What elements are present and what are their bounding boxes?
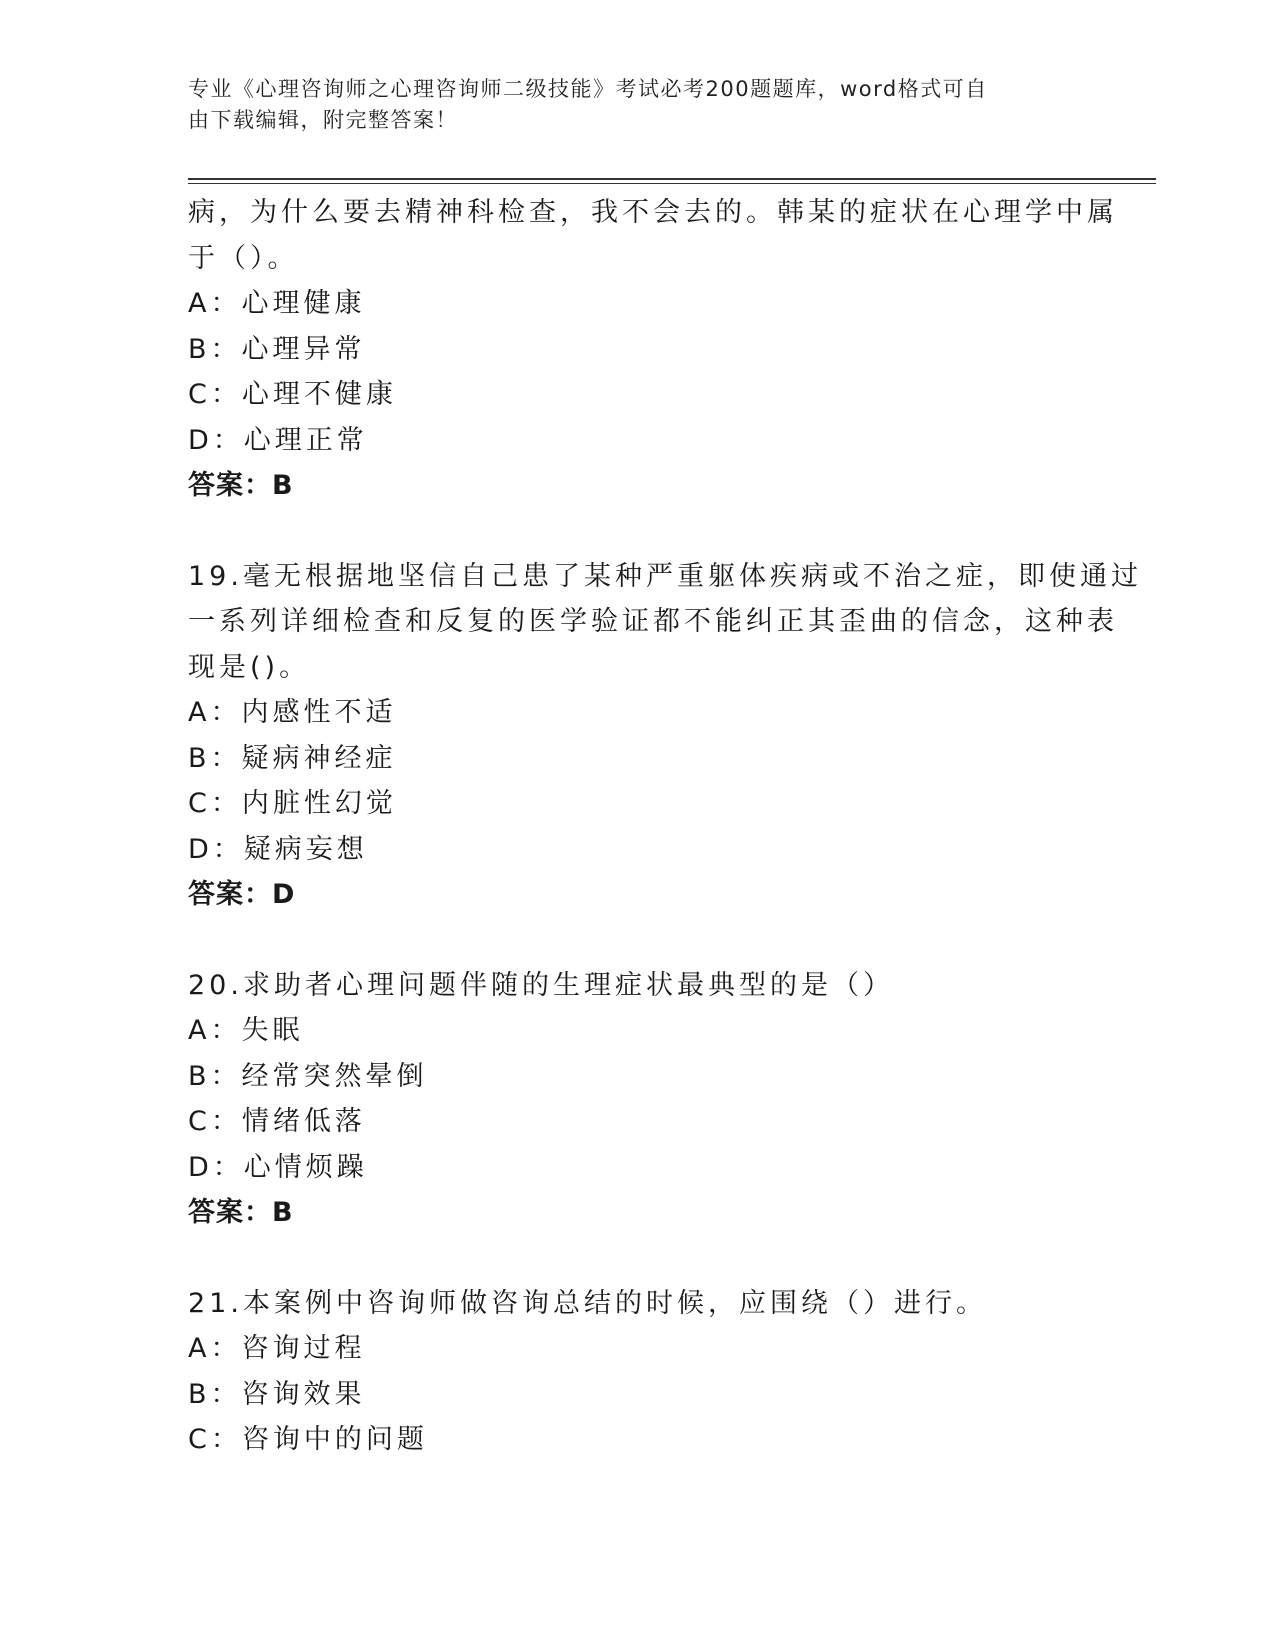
option-c: C：心理不健康	[188, 379, 397, 410]
option-c: C：内脏性幻觉	[188, 788, 397, 819]
question-21	[188, 1281, 1088, 1463]
page-header	[188, 74, 1088, 136]
question-20	[188, 963, 1088, 1236]
header-divider-thick	[188, 178, 1156, 180]
question-text: 21.本案例中咨询师做咨询总结的时候，应围绕（）进行。	[188, 1287, 987, 1319]
option-c: C：情绪低落	[188, 1106, 366, 1137]
option-b: B：疑病神经症	[188, 742, 397, 774]
option-d: D：疑病妄想	[188, 833, 368, 865]
header-line-1: 专业《心理咨询师之心理咨询师二级技能》考试必考200题题库，word格式可自	[188, 77, 988, 101]
option-a: A：心理健康	[188, 288, 366, 319]
answer: 答案：B	[188, 1197, 294, 1228]
option-a: A：内感性不适	[188, 697, 397, 728]
option-b: B：经常突然晕倒	[188, 1060, 428, 1092]
option-a: A：失眠	[188, 1015, 304, 1046]
question-text: 19.毫无根据地坚信自己患了某种严重躯体疾病或不治之症，即使通过	[188, 560, 1142, 592]
spacer	[188, 918, 1088, 963]
question-text: 20.求助者心理问题伴随的生理症状最典型的是（）	[188, 969, 894, 1001]
question-list	[188, 190, 1142, 1463]
question-text: 于（）。	[188, 242, 299, 274]
option-d: D：心理正常	[188, 424, 368, 456]
option-c: C：咨询中的问题	[188, 1424, 428, 1455]
header-divider-thin	[188, 183, 1156, 184]
option-b: B：心理异常	[188, 333, 366, 365]
question-text: 现是()。	[188, 651, 311, 683]
option-a: A：咨询过程	[188, 1333, 366, 1364]
header-line-2: 由下载编辑，附完整答案！	[188, 108, 458, 132]
option-b: B：咨询效果	[188, 1378, 366, 1410]
question-text: 病，为什么要去精神科检查，我不会去的。韩某的症状在心理学中属	[188, 197, 1118, 228]
option-d: D：心情烦躁	[188, 1151, 368, 1183]
question-18	[188, 190, 1118, 509]
answer: 答案：B	[188, 470, 294, 501]
spacer	[188, 1236, 1088, 1281]
question-text: 一系列详细检查和反复的医学验证都不能纠正其歪曲的信念，这种表	[188, 606, 1118, 637]
question-19	[188, 554, 1142, 918]
answer: 答案：D	[188, 879, 296, 910]
spacer	[188, 509, 1088, 554]
